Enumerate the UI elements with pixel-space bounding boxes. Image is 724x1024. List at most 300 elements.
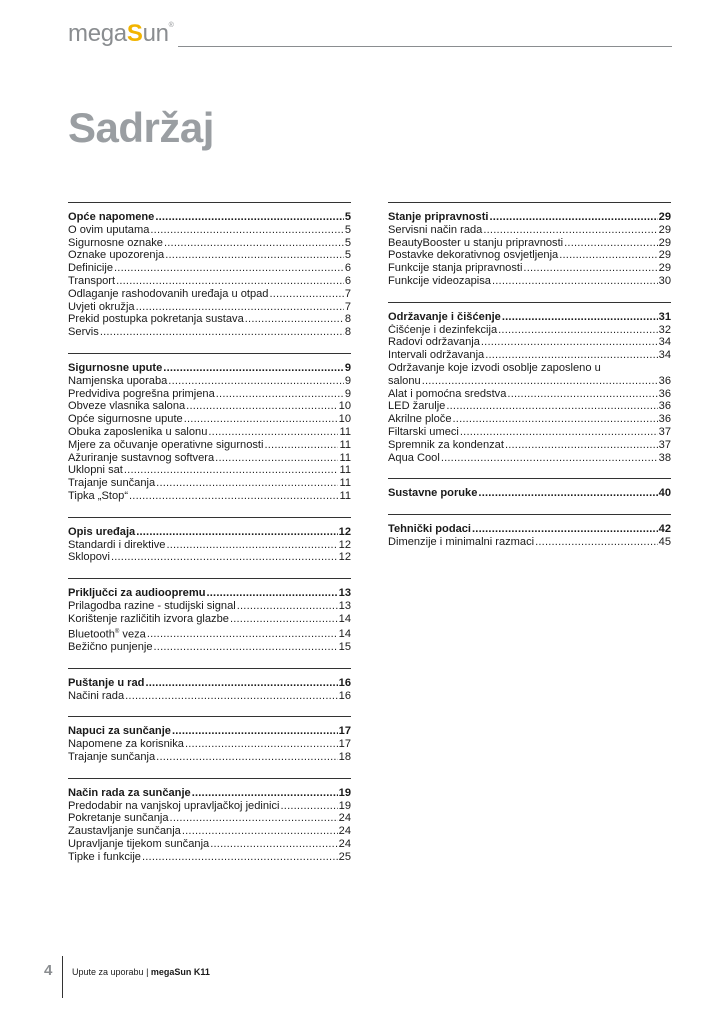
toc-entry[interactable] bbox=[388, 275, 671, 288]
toc-page-number: 30 bbox=[658, 274, 671, 287]
toc-entry-title bbox=[68, 838, 209, 851]
toc-page-number: 29 bbox=[658, 211, 671, 223]
toc-entry-text: Aqua Cool bbox=[388, 451, 440, 464]
toc-entry[interactable] bbox=[68, 464, 351, 477]
toc-page-number: 32 bbox=[658, 323, 671, 336]
toc-section bbox=[68, 517, 351, 564]
toc-entry-title bbox=[68, 800, 280, 813]
toc-entry-title bbox=[68, 237, 163, 250]
toc-leader-dots bbox=[170, 812, 338, 825]
toc-leader-dots bbox=[481, 336, 658, 349]
toc-entry-title bbox=[68, 224, 149, 237]
toc-entry-text: Filtarski umeci bbox=[388, 425, 459, 438]
toc-entry-title bbox=[68, 275, 115, 288]
toc-entry[interactable] bbox=[68, 224, 351, 237]
toc-entry[interactable] bbox=[68, 439, 351, 452]
toc-column-right bbox=[388, 202, 671, 563]
toc-page-number: 29 bbox=[658, 249, 671, 262]
toc-entry-title bbox=[388, 249, 558, 262]
toc-page-number: 5 bbox=[344, 223, 351, 236]
toc-page-number: 19 bbox=[338, 799, 351, 812]
toc-page-number: 16 bbox=[338, 689, 351, 702]
toc-page-number: 5 bbox=[344, 211, 351, 223]
toc-page-number: 7 bbox=[344, 300, 351, 313]
toc-leader-dots bbox=[168, 375, 344, 388]
toc-leader-dots bbox=[535, 536, 658, 549]
toc-entry-title bbox=[388, 536, 534, 549]
toc-page-number: 42 bbox=[658, 523, 671, 536]
toc-entry[interactable] bbox=[68, 751, 351, 764]
toc-entry-title bbox=[388, 452, 440, 465]
toc-page-number: 9 bbox=[344, 387, 351, 400]
toc-section bbox=[68, 202, 351, 339]
toc-entry-title bbox=[68, 851, 141, 864]
toc-leader-dots bbox=[216, 388, 344, 401]
toc-entry-title bbox=[68, 490, 128, 503]
toc-page-number: 6 bbox=[344, 262, 351, 275]
toc-page-number: 14 bbox=[338, 612, 351, 625]
toc-entry-title bbox=[388, 336, 480, 349]
toc-entry-text: LED žarulje bbox=[388, 400, 446, 413]
toc-leader-dots bbox=[208, 426, 338, 439]
toc-page-number: 37 bbox=[658, 425, 671, 438]
toc-leader-dots bbox=[182, 825, 338, 838]
toc-page-number: 7 bbox=[344, 287, 351, 300]
toc-entry-title bbox=[68, 825, 181, 838]
toc-entry[interactable] bbox=[68, 613, 351, 626]
logo-suffix: un bbox=[142, 20, 169, 47]
toc-entry-title bbox=[388, 324, 497, 337]
toc-entry-title bbox=[68, 641, 153, 654]
toc-entry-text: Sigurnosne oznake bbox=[68, 236, 163, 249]
toc-page-number: 11 bbox=[339, 477, 351, 490]
toc-page-number: 11 bbox=[339, 425, 351, 438]
toc-leader-dots bbox=[114, 262, 344, 275]
toc-leader-dots bbox=[185, 738, 338, 751]
toc-entry-text-suffix: veza bbox=[119, 628, 146, 641]
toc-leader-dots bbox=[502, 311, 658, 324]
toc-entry[interactable] bbox=[388, 452, 671, 465]
toc-page-number: 24 bbox=[338, 837, 351, 850]
toc-page-number: 36 bbox=[658, 400, 671, 413]
toc-section bbox=[68, 668, 351, 703]
toc-entry-text: Transport bbox=[68, 274, 116, 287]
toc-entry-text: Trajanje sunčanja bbox=[68, 477, 156, 490]
toc-entry-text: Akrilne ploče bbox=[388, 413, 452, 426]
toc-page-number: 11 bbox=[339, 451, 351, 464]
toc-leader-dots bbox=[564, 237, 658, 250]
toc-chapter-heading[interactable] bbox=[388, 487, 671, 500]
toc-entry[interactable] bbox=[68, 388, 351, 401]
toc-entry[interactable] bbox=[388, 426, 671, 439]
toc-page-number: 11 bbox=[339, 438, 351, 451]
toc-entry[interactable] bbox=[388, 413, 671, 426]
toc-page-number: 15 bbox=[338, 641, 351, 653]
toc-leader-dots bbox=[164, 237, 344, 250]
toc-entry-title bbox=[68, 313, 244, 326]
toc-entry-text: Standardi i direktive bbox=[68, 538, 166, 551]
toc-entry[interactable] bbox=[68, 262, 351, 275]
toc-leader-dots bbox=[172, 725, 338, 738]
toc-page-number: 36 bbox=[658, 374, 671, 387]
toc-leader-dots bbox=[184, 413, 338, 426]
page-title: Sadržaj bbox=[68, 104, 214, 151]
toc-entry-title bbox=[68, 738, 184, 751]
footer-model: megaSun K11 bbox=[150, 967, 210, 977]
toc-page-number: 10 bbox=[338, 400, 351, 413]
toc-section bbox=[388, 202, 671, 288]
toc-entry-title bbox=[388, 439, 504, 452]
toc-page-number: 12 bbox=[338, 551, 351, 564]
toc-chapter-heading[interactable] bbox=[388, 523, 671, 536]
toc-entry[interactable] bbox=[68, 851, 351, 864]
toc-entry[interactable] bbox=[68, 288, 351, 301]
toc-page-number: 19 bbox=[338, 786, 351, 799]
toc-entry[interactable] bbox=[68, 626, 351, 641]
toc-page-number: 6 bbox=[344, 274, 351, 287]
toc-entry-title: Sigurnosne upute bbox=[68, 361, 163, 374]
toc-entry[interactable] bbox=[388, 336, 671, 349]
toc-entry[interactable] bbox=[68, 641, 351, 654]
toc-entry[interactable] bbox=[68, 413, 351, 426]
toc-entry-title: Sustavne poruke bbox=[388, 487, 478, 500]
toc-entry-text: Čišćenje i dezinfekcija bbox=[388, 323, 498, 336]
toc-page-number: 29 bbox=[658, 262, 671, 275]
toc-entry-title bbox=[68, 452, 214, 465]
toc-leader-dots bbox=[422, 375, 658, 388]
toc-entry-text: Bežično punjenje bbox=[68, 641, 153, 653]
toc-page-number: 13 bbox=[338, 587, 351, 600]
toc-entry[interactable] bbox=[388, 224, 671, 237]
toc-entry-title bbox=[388, 388, 506, 401]
toc-entry-text: Intervali održavanja bbox=[388, 349, 485, 362]
toc-entry[interactable] bbox=[68, 326, 351, 339]
toc-leader-dots bbox=[192, 787, 338, 800]
toc-entry-title: Puštanje u rad bbox=[68, 676, 145, 689]
toc-page-number: 36 bbox=[658, 413, 671, 426]
toc-entry[interactable] bbox=[68, 738, 351, 751]
toc-column-left bbox=[68, 202, 351, 878]
toc-entry-text: Predodabir na vanjskoj upravljačkoj jedinici bbox=[68, 799, 280, 812]
toc-entry-text: Spremnik za kondenzat bbox=[388, 438, 504, 451]
footer-separator: | bbox=[143, 967, 151, 977]
toc-leader-dots bbox=[453, 413, 658, 426]
toc-entry-text: Prilagodba razine - studijski signal bbox=[68, 599, 236, 612]
toc-entry-text: Servisni način rada bbox=[388, 223, 483, 236]
toc-entry-title bbox=[388, 275, 491, 288]
toc-page-number: 18 bbox=[338, 750, 351, 763]
toc-page-number: 25 bbox=[338, 850, 351, 863]
toc-entry-text: Funkcije stanja pripravnosti bbox=[388, 262, 523, 275]
toc-section bbox=[68, 716, 351, 763]
toc-leader-dots bbox=[186, 400, 337, 413]
toc-leader-dots bbox=[155, 211, 344, 224]
toc-page-number: 38 bbox=[658, 451, 671, 464]
toc-entry[interactable] bbox=[68, 452, 351, 465]
toc-entry-text: Sklopovi bbox=[68, 551, 110, 564]
toc-entry[interactable] bbox=[388, 388, 671, 401]
toc-leader-dots bbox=[472, 523, 658, 536]
toc-leader-dots bbox=[483, 224, 657, 237]
toc-leader-dots bbox=[165, 249, 344, 262]
toc-leader-dots bbox=[237, 600, 338, 613]
toc-entry[interactable] bbox=[388, 400, 671, 413]
toc-entry-text: Oznake upozorenja bbox=[68, 249, 165, 262]
toc-entry-title bbox=[68, 249, 164, 262]
toc-leader-dots bbox=[460, 426, 658, 439]
toc-entry[interactable] bbox=[68, 838, 351, 851]
toc-entry-text: Ažuriranje sustavnog softvera bbox=[68, 451, 215, 464]
toc-page-number: 17 bbox=[338, 725, 351, 738]
toc-entry-text: salonu bbox=[388, 374, 421, 387]
toc-page-number: 17 bbox=[338, 738, 351, 751]
toc-entry bbox=[388, 362, 671, 375]
toc-page-number: 36 bbox=[658, 387, 671, 400]
toc-entry-title: Način rada za sunčanje bbox=[68, 786, 191, 799]
toc-entry[interactable] bbox=[388, 349, 671, 362]
toc-entry-text: Bluetooth bbox=[68, 628, 115, 641]
toc-entry-text: Opće sigurnosne upute bbox=[68, 413, 183, 426]
toc-entry-title bbox=[388, 400, 445, 413]
toc-entry-text: Servis bbox=[68, 326, 99, 339]
toc-entry-text: O ovim uputama bbox=[68, 223, 150, 236]
toc-entry[interactable] bbox=[68, 400, 351, 413]
toc-entry-text: Alat i pomoćna sredstva bbox=[388, 387, 507, 400]
toc-page-number: 8 bbox=[344, 313, 351, 326]
toc-entry-title bbox=[68, 375, 167, 388]
toc-chapter-heading[interactable] bbox=[388, 211, 671, 224]
footer-doc-title bbox=[72, 967, 210, 977]
toc-entry-title bbox=[388, 375, 421, 388]
toc-entry-title bbox=[68, 812, 169, 825]
toc-entry[interactable] bbox=[388, 237, 671, 250]
toc-entry-title bbox=[388, 413, 452, 426]
brand-logo bbox=[68, 20, 174, 48]
toc-entry-title bbox=[68, 426, 207, 439]
toc-leader-dots bbox=[100, 326, 344, 339]
toc-entry-title bbox=[68, 626, 146, 641]
toc-leader-dots bbox=[111, 551, 338, 564]
toc-entry[interactable] bbox=[68, 800, 351, 813]
toc-leader-dots bbox=[264, 439, 338, 452]
toc-leader-dots bbox=[230, 613, 338, 626]
toc-section bbox=[388, 478, 671, 500]
toc-entry-text: BeautyBooster u stanju pripravnosti bbox=[388, 236, 564, 249]
toc-chapter-heading[interactable] bbox=[68, 362, 351, 375]
toc-page-number: 11 bbox=[339, 489, 351, 502]
toc-entry-title bbox=[388, 426, 459, 439]
toc-chapter-heading[interactable] bbox=[68, 211, 351, 224]
toc-section bbox=[388, 514, 671, 549]
toc-leader-dots bbox=[116, 275, 344, 288]
toc-leader-dots bbox=[154, 641, 338, 654]
toc-leader-dots bbox=[245, 313, 344, 326]
toc-page-number: 12 bbox=[338, 538, 351, 551]
toc-entry-title: Priključci za audioopremu bbox=[68, 587, 206, 600]
toc-leader-dots bbox=[269, 288, 343, 301]
toc-leader-dots bbox=[559, 249, 657, 262]
toc-entry[interactable] bbox=[388, 324, 671, 337]
toc-entry[interactable] bbox=[68, 600, 351, 613]
toc-page-number: 12 bbox=[338, 525, 351, 538]
toc-entry[interactable] bbox=[388, 536, 671, 549]
toc-leader-dots bbox=[147, 628, 338, 641]
toc-leader-dots bbox=[215, 452, 338, 465]
toc-entry[interactable] bbox=[68, 249, 351, 262]
toc-entry-title bbox=[68, 613, 229, 626]
toc-leader-dots bbox=[492, 275, 658, 288]
footer-doc-name: Upute za uporabu bbox=[72, 967, 144, 977]
toc-entry-title bbox=[68, 388, 215, 401]
toc-page-number: 29 bbox=[658, 223, 671, 236]
toc-leader-dots bbox=[156, 751, 337, 764]
toc-page-number: 31 bbox=[658, 310, 671, 323]
toc-entry-text: Prekid postupka pokretanja sustava bbox=[68, 313, 244, 326]
toc-entry-text: Zaustavljanje sunčanja bbox=[68, 825, 181, 838]
toc-leader-dots bbox=[136, 526, 337, 539]
toc-entry-text: Održavanje koje izvodi osoblje zaposleno u bbox=[388, 361, 601, 374]
page-number: 4 bbox=[44, 962, 53, 979]
toc-page-number: 8 bbox=[344, 326, 351, 339]
toc-entry-text: Mjere za očuvanje operativne sigurnosti bbox=[68, 438, 264, 451]
toc-leader-dots bbox=[206, 587, 337, 600]
toc-entry[interactable] bbox=[68, 301, 351, 314]
toc-entry[interactable] bbox=[68, 313, 351, 326]
toc-entry[interactable] bbox=[68, 551, 351, 564]
toc-page-number: 11 bbox=[339, 464, 351, 477]
toc-entry-title bbox=[68, 288, 268, 301]
toc-entry[interactable] bbox=[388, 249, 671, 262]
toc-entry[interactable] bbox=[388, 375, 671, 388]
toc-leader-dots bbox=[166, 539, 337, 552]
toc-entry-title: Opće napomene bbox=[68, 211, 155, 223]
toc-entry[interactable] bbox=[68, 477, 351, 490]
toc-entry-text: Odlaganje rashodovanih uređaja u otpad bbox=[68, 287, 269, 300]
toc-leader-dots bbox=[441, 452, 658, 465]
toc-entry-title bbox=[68, 301, 135, 314]
toc-page-number: 34 bbox=[658, 349, 671, 362]
toc-leader-dots bbox=[136, 301, 344, 314]
footer-rule bbox=[62, 956, 63, 998]
toc-leader-dots bbox=[150, 224, 343, 237]
toc-entry[interactable] bbox=[68, 490, 351, 503]
toc-entry-text: Uvjeti okružja bbox=[68, 300, 135, 313]
toc-entry-text: Radovi održavanja bbox=[388, 336, 480, 349]
toc-leader-dots bbox=[446, 400, 657, 413]
toc-entry-title bbox=[388, 224, 482, 237]
toc-entry-title bbox=[68, 551, 110, 564]
toc-entry-text: Načini rada bbox=[68, 689, 125, 702]
toc-page-number: 9 bbox=[344, 361, 351, 374]
toc-entry[interactable] bbox=[68, 825, 351, 838]
toc-leader-dots bbox=[210, 838, 337, 851]
toc-entry-text: Obveze vlasnika salona bbox=[68, 400, 186, 413]
toc-page-number: 5 bbox=[344, 249, 351, 262]
toc-entry[interactable] bbox=[68, 237, 351, 250]
toc-entry[interactable] bbox=[68, 275, 351, 288]
toc-entry-text: Napomene za korisnika bbox=[68, 738, 184, 751]
toc-entry-title bbox=[68, 464, 123, 477]
toc-page-number: 45 bbox=[658, 535, 671, 548]
toc-entry-text: Upravljanje tijekom sunčanja bbox=[68, 837, 210, 850]
toc-chapter-heading[interactable] bbox=[388, 311, 671, 324]
toc-entry-text: Tipka „Stop“ bbox=[68, 489, 129, 502]
toc-page-number: 24 bbox=[338, 812, 351, 825]
toc-entry-title: Stanje pripravnosti bbox=[388, 211, 489, 223]
toc-leader-dots bbox=[507, 388, 657, 401]
toc-entry[interactable] bbox=[388, 439, 671, 452]
toc-entry-title bbox=[388, 349, 484, 362]
toc-chapter-heading[interactable] bbox=[68, 526, 351, 539]
toc-entry[interactable] bbox=[388, 262, 671, 275]
toc-entry-title bbox=[68, 262, 113, 275]
toc-page-number: 40 bbox=[658, 487, 671, 500]
header-rule bbox=[178, 46, 672, 47]
toc-leader-dots bbox=[145, 677, 337, 690]
toc-entry-text: Korištenje različitih izvora glazbe bbox=[68, 612, 229, 625]
toc-chapter-heading[interactable] bbox=[68, 587, 351, 600]
toc-entry[interactable] bbox=[68, 539, 351, 552]
toc-entry-text: Namjenska uporaba bbox=[68, 374, 168, 387]
toc-page-number: 34 bbox=[658, 336, 671, 349]
toc-section bbox=[68, 578, 351, 654]
toc-leader-dots bbox=[163, 362, 344, 375]
toc-leader-dots bbox=[142, 851, 338, 864]
logo-prefix: mega bbox=[68, 20, 127, 47]
toc-entry-text: Tipke i funkcije bbox=[68, 850, 141, 863]
toc-entry-title bbox=[388, 262, 522, 275]
toc-leader-dots bbox=[281, 800, 338, 813]
toc-leader-dots bbox=[156, 477, 338, 490]
toc-entry-title: Tehnički podaci bbox=[388, 523, 472, 536]
toc-entry-text: Dimenzije i minimalni razmaci bbox=[388, 535, 535, 548]
toc-chapter-heading[interactable] bbox=[68, 725, 351, 738]
toc-entry-title: Opis uređaja bbox=[68, 525, 136, 538]
toc-entry-title bbox=[68, 751, 155, 764]
toc-section bbox=[388, 302, 671, 465]
toc-entry-title bbox=[68, 439, 263, 452]
toc-chapter-heading[interactable] bbox=[68, 677, 351, 690]
toc-entry-text: Trajanje sunčanja bbox=[68, 750, 156, 763]
toc-entry-text: Definicije bbox=[68, 262, 114, 275]
toc-entry-text: Obuka zaposlenika u salonu bbox=[68, 425, 208, 438]
toc-leader-dots bbox=[124, 464, 339, 477]
toc-entry-title bbox=[388, 237, 563, 250]
toc-page-number: 13 bbox=[338, 599, 351, 612]
toc-section bbox=[68, 778, 351, 864]
toc-entry[interactable] bbox=[68, 690, 351, 703]
toc-page-number: 29 bbox=[658, 236, 671, 249]
toc-page-number: 5 bbox=[344, 236, 351, 249]
toc-entry-title bbox=[68, 539, 165, 552]
toc-entry-title bbox=[68, 400, 185, 413]
toc-entry-text: Uklopni sat bbox=[68, 464, 123, 477]
toc-chapter-heading[interactable] bbox=[68, 787, 351, 800]
toc-section bbox=[68, 353, 351, 503]
toc-entry[interactable] bbox=[68, 812, 351, 825]
toc-entry-title bbox=[68, 413, 183, 426]
toc-entry-text: Predvidiva pogrešna primjena bbox=[68, 387, 215, 400]
toc-entry-title: Održavanje i čišćenje bbox=[388, 310, 501, 323]
toc-entry[interactable] bbox=[68, 375, 351, 388]
toc-page-number: 10 bbox=[338, 413, 351, 426]
toc-entry-text: Funkcije videozapisa bbox=[388, 274, 491, 287]
toc-page-number: 37 bbox=[658, 438, 671, 451]
toc-entry[interactable] bbox=[68, 426, 351, 439]
toc-leader-dots bbox=[505, 439, 658, 452]
toc-entry-title bbox=[68, 600, 236, 613]
logo-s: S bbox=[126, 20, 143, 47]
